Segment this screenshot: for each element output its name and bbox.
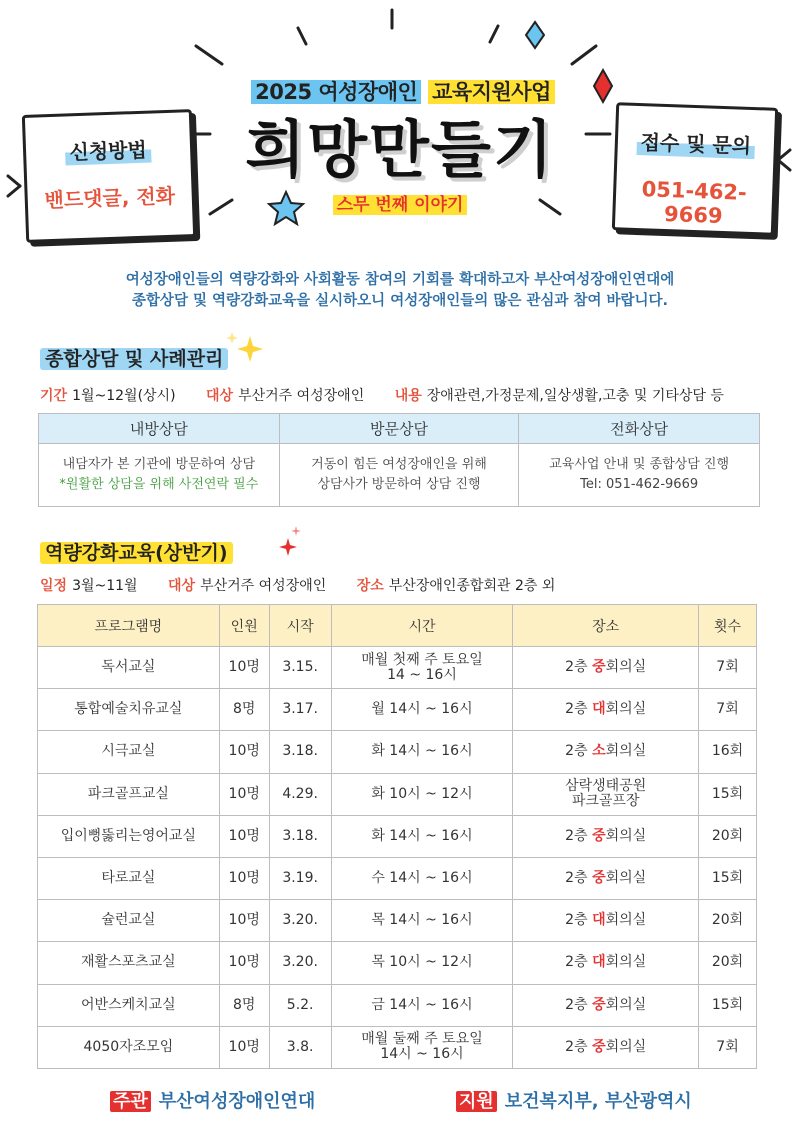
table-row xyxy=(38,857,757,899)
program-start: 3.20. xyxy=(269,942,331,984)
program-start: 5.2. xyxy=(269,984,331,1026)
program-start: 3.18. xyxy=(269,731,331,773)
footer-host xyxy=(110,1087,315,1113)
program-start: 3.19. xyxy=(269,857,331,899)
apply-method-box xyxy=(22,109,196,243)
program-start: 3.20. xyxy=(269,900,331,942)
table-row xyxy=(38,731,757,773)
apply-method-label: 신청방법 xyxy=(65,134,151,166)
col-header: 시작 xyxy=(269,605,331,647)
table-row xyxy=(38,984,757,1026)
contact-box xyxy=(612,102,778,236)
program-name: 입이뻥뚫리는영어교실 xyxy=(38,815,220,857)
program-name: 4050자조모임 xyxy=(38,1026,220,1068)
sparkle-icon xyxy=(274,524,304,564)
program-name: 어반스케치교실 xyxy=(38,984,220,1026)
program-name: 슐런교실 xyxy=(38,900,220,942)
sparkle-icon xyxy=(222,330,266,366)
diamond-icon xyxy=(594,70,612,102)
support-name: 보건복지부, 부산광역시 xyxy=(504,1091,692,1112)
program-count: 7회 xyxy=(699,1026,757,1068)
education-heading: 역량강화교육(상반기) xyxy=(40,538,233,565)
table-row xyxy=(38,1026,757,1068)
consult-table xyxy=(38,413,760,507)
table-row xyxy=(38,647,757,689)
consult-type-phone: 전화상담 xyxy=(519,414,760,444)
program-start: 3.17. xyxy=(269,689,331,731)
col-header: 시간 xyxy=(331,605,513,647)
program-location: 2층 중회의실 xyxy=(513,857,699,899)
program-time: 매월 첫째 주 토요일 14 ~ 16시 xyxy=(331,647,513,689)
program-name: 재활스포츠교실 xyxy=(38,942,220,984)
program-location: 삼락생태공원 파크골프장 xyxy=(513,773,699,815)
program-count: 15회 xyxy=(699,857,757,899)
program-name: 통합예술치유교실 xyxy=(38,689,220,731)
program-location: 2층 소회의실 xyxy=(513,731,699,773)
subtitle: 스무 번째 이야기 xyxy=(300,190,500,215)
consult-heading: 종합상담 및 사례관리 xyxy=(40,344,228,371)
program-table-body xyxy=(38,647,757,1069)
program-people: 10명 xyxy=(219,773,269,815)
program-count: 7회 xyxy=(699,689,757,731)
program-start: 3.15. xyxy=(269,647,331,689)
program-count: 15회 xyxy=(699,773,757,815)
program-count: 20회 xyxy=(699,815,757,857)
program-name: 시극교실 xyxy=(38,731,220,773)
main-title: 희망만들기 xyxy=(245,113,555,186)
program-time: 매월 둘째 주 토요일 14시 ~ 16시 xyxy=(331,1026,513,1068)
host-badge: 주관 xyxy=(110,1091,151,1112)
program-people: 10명 xyxy=(219,942,269,984)
table-row xyxy=(38,689,757,731)
program-count: 20회 xyxy=(699,942,757,984)
program-people: 10명 xyxy=(219,815,269,857)
footer-support xyxy=(456,1087,692,1113)
program-time: 화 10시 ~ 12시 xyxy=(331,773,513,815)
program-time: 화 14시 ~ 16시 xyxy=(331,731,513,773)
program-time: 금 14시 ~ 16시 xyxy=(331,984,513,1026)
apply-method-value: 밴드댓글, 전화 xyxy=(44,183,176,213)
program-location: 2층 중회의실 xyxy=(513,647,699,689)
program-start: 4.29. xyxy=(269,773,331,815)
program-year: 2025 여성장애인 xyxy=(251,80,421,104)
consult-desc: 교육사업 안내 및 종합상담 진행 Tel: 051-462-9669 xyxy=(519,444,760,507)
host-name: 부산여성장애인연대 xyxy=(158,1091,316,1112)
program-count: 20회 xyxy=(699,900,757,942)
table-row xyxy=(38,942,757,984)
table-row xyxy=(38,815,757,857)
program-location: 2층 대회의실 xyxy=(513,942,699,984)
consult-info: 기간 1월~12월(상시) 대상 부산거주 여성장애인 내용 장애관련,가정문제,일상생활,고충 및 기타상담 등 xyxy=(40,388,724,404)
program-location: 2층 중회의실 xyxy=(513,815,699,857)
intro-text: 여성장애인들의 역량강화와 사회활동 참여의 기회를 확대하고자 부산여성장애인연대에 종합상담 및 역량강화교육을 실시하오니 여성장애인들의 많은 관심과 참여 바랍니다. xyxy=(125,272,675,309)
table-row xyxy=(38,773,757,815)
consult-desc: 내담자가 본 기관에 방문하여 상담 *원활한 상담을 위해 사전연락 필수 xyxy=(39,444,280,507)
program-table xyxy=(37,604,757,1069)
program-people: 10명 xyxy=(219,731,269,773)
col-header: 횟수 xyxy=(699,605,757,647)
program-people: 10명 xyxy=(219,900,269,942)
star-icon xyxy=(269,192,303,224)
consult-desc: 거동이 힘든 여성장애인을 위해 상담사가 방문하여 상담 진행 xyxy=(279,444,519,507)
program-time: 목 14시 ~ 16시 xyxy=(331,900,513,942)
program-location: 2층 중회의실 xyxy=(513,1026,699,1068)
program-start: 3.8. xyxy=(269,1026,331,1068)
program-time: 수 14시 ~ 16시 xyxy=(331,857,513,899)
program-location: 2층 중회의실 xyxy=(513,984,699,1026)
program-name: 교육지원사업 xyxy=(428,80,555,104)
program-count: 15회 xyxy=(699,984,757,1026)
support-badge: 지원 xyxy=(456,1091,497,1112)
col-header: 프로그램명 xyxy=(38,605,220,647)
program-start: 3.18. xyxy=(269,815,331,857)
contact-phone: 051-462-9669 xyxy=(641,177,748,228)
program-count: 7회 xyxy=(699,647,757,689)
program-name: 독서교실 xyxy=(38,647,220,689)
contact-label: 접수 및 문의 xyxy=(636,126,755,159)
program-count: 16회 xyxy=(699,731,757,773)
program-people: 10명 xyxy=(219,647,269,689)
col-header: 인원 xyxy=(219,605,269,647)
education-info: 일정 3월~11월 대상 부산거주 여성장애인 장소 부산장애인종합회관 2층 외 xyxy=(40,578,556,594)
program-time: 월 14시 ~ 16시 xyxy=(331,689,513,731)
consult-type-visit-out: 방문상담 xyxy=(279,414,519,444)
program-people: 8명 xyxy=(219,689,269,731)
program-time: 화 14시 ~ 16시 xyxy=(331,815,513,857)
program-name: 파크골프교실 xyxy=(38,773,220,815)
program-location: 2층 대회의실 xyxy=(513,900,699,942)
program-people: 10명 xyxy=(219,857,269,899)
program-time: 목 10시 ~ 12시 xyxy=(331,942,513,984)
col-header: 장소 xyxy=(513,605,699,647)
program-people: 8명 xyxy=(219,984,269,1026)
diamond-icon xyxy=(526,22,544,48)
table-row xyxy=(38,900,757,942)
consult-type-visit-in: 내방상담 xyxy=(39,414,280,444)
program-location: 2층 대회의실 xyxy=(513,689,699,731)
table-header-row xyxy=(38,605,757,647)
program-name: 타로교실 xyxy=(38,857,220,899)
program-people: 10명 xyxy=(219,1026,269,1068)
